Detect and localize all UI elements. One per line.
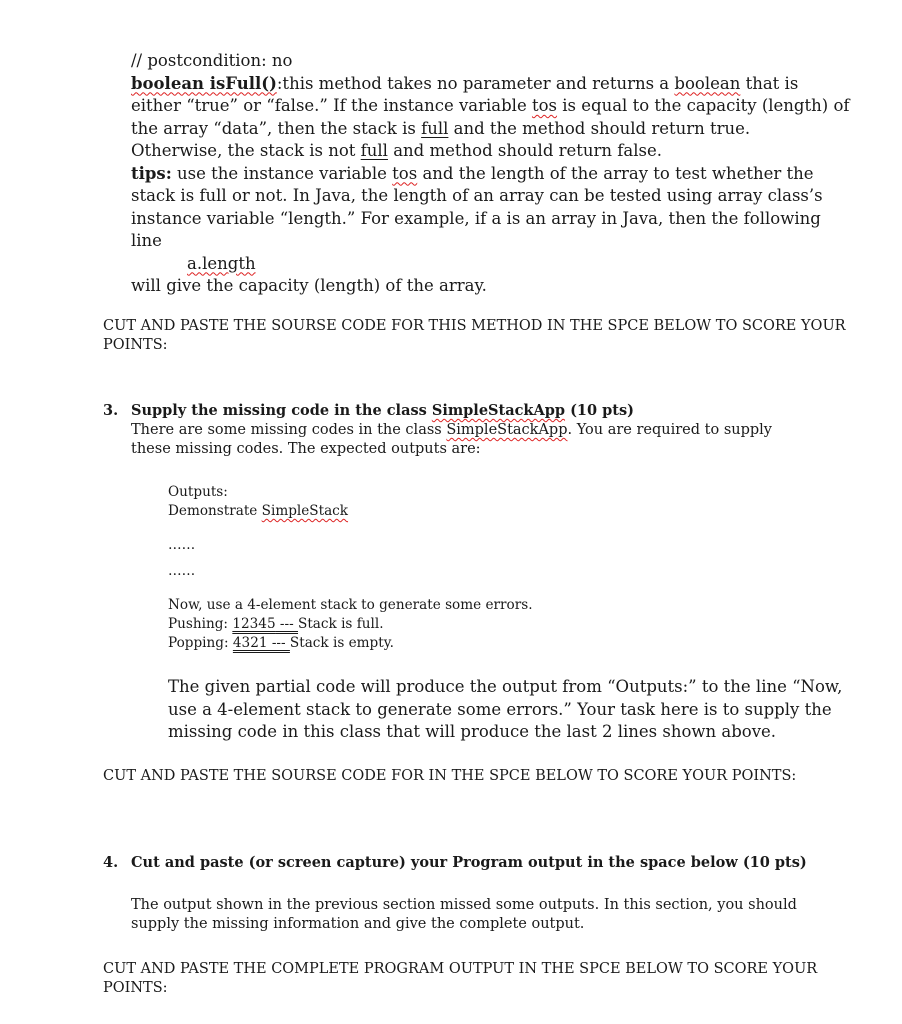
given-code-paragraph: The given partial code will produce the output from “Outputs:” to the line “Now, use a 4-element stack to generate some errors.” Your task here is to supply the missing code in this class that will produce the last 2 lines shown above.: [168, 677, 843, 741]
outputs-label: Outputs:: [168, 484, 228, 500]
section-3-heading: 3. Supply the missing code in the class SimpleStackApp (10 pts): [103, 402, 635, 419]
cut-paste-instruction-3: CUT AND PASTE THE COMPLETE PROGRAM OUTPUT IN THE SPCE BELOW TO SCORE YOUR POINTS:: [103, 961, 818, 996]
code-example: a.length: [187, 253, 256, 273]
pushing-line: Pushing: 12345 --- Stack is full.: [168, 616, 384, 632]
tips-line: tips: use the instance variable tos and the length of the array to test whether the: [131, 163, 814, 183]
expected-outputs: Outputs: Demonstrate SimpleStack …… ……: [168, 483, 768, 581]
section-3-description: There are some missing codes in the class SimpleStackApp. You are required to supply these missing codes. The expected outputs are:: [131, 422, 772, 457]
ellipsis-line: ……: [168, 563, 196, 579]
section-4-heading: 4. Cut and paste (or screen capture) your Program output in the space below (10 pts): [103, 854, 807, 871]
error-outputs: Now, use a 4-element stack to generate some errors. Pushing: 12345 --- Stack is full. Popping: 4321 --- Stack is empty.: [168, 596, 768, 653]
popping-line: Popping: 4321 --- Stack is empty.: [168, 635, 394, 651]
section-4-description: The output shown in the previous section missed some outputs. In this section, you should supply the missing information and give the complete output.: [131, 897, 797, 932]
postcondition-line: // postcondition: no: [131, 51, 293, 70]
cut-paste-instruction-2: CUT AND PASTE THE SOURSE CODE FOR IN THE SPCE BELOW TO SCORE YOUR POINTS:: [103, 768, 797, 784]
ellipsis-line: ……: [168, 537, 196, 553]
cut-paste-instruction-1: CUT AND PASTE THE SOURSE CODE FOR THIS METHOD IN THE SPCE BELOW TO SCORE YOUR POINTS:: [103, 318, 846, 353]
isfull-description: // postcondition: no boolean isFull():this method takes no parameter and returns a boolean that is either “true” or “false.” If the instance variable tos is equal to the capacity (length) of the array “data”, then the stack is full and the method should return true. Otherwise, the stack is not full and method should return false. tips: use the instance variable tos and the length of the array to test whether the stack is full or not. In Java, the length of an array can be tested using array class’s instance variable “length.” For example, if a is an array in Java, then the following line a.length will give the capacity (length) of the array.: [131, 51, 850, 295]
method-signature-line: boolean isFull():this method takes no parameter and returns a boolean that is: [131, 73, 799, 93]
